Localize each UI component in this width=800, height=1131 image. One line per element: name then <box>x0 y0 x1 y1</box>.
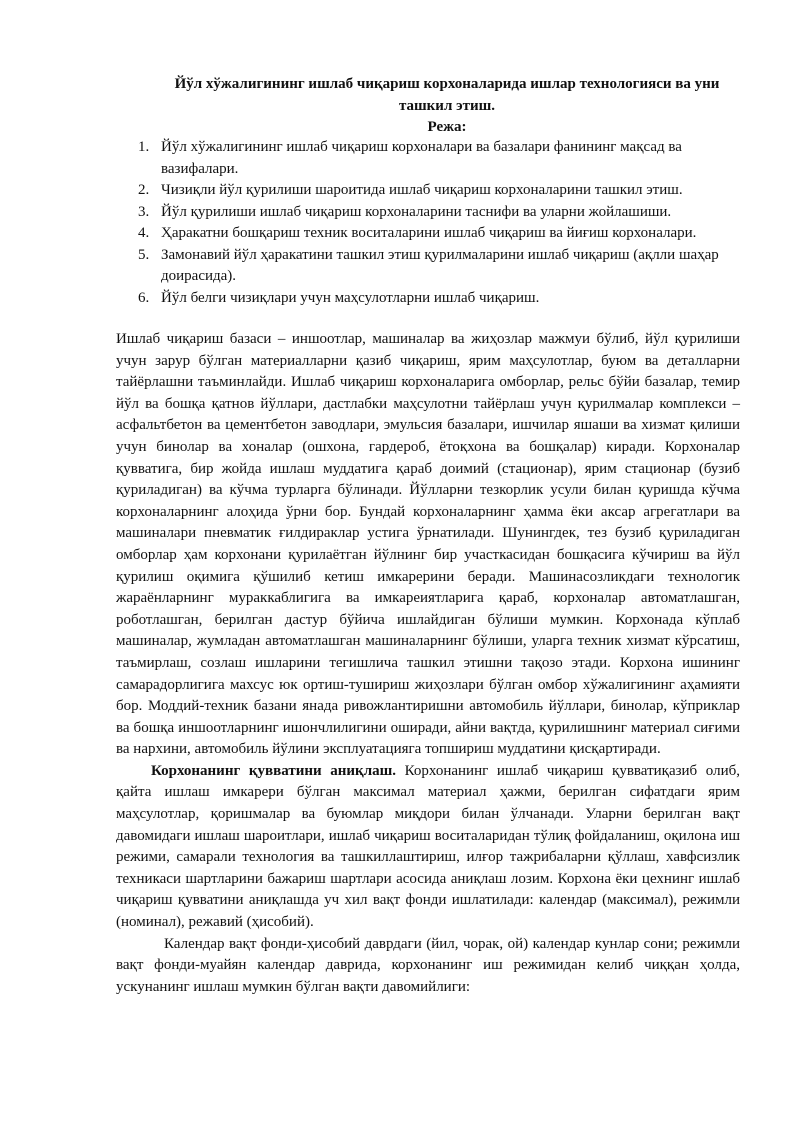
plan-item-number: 1. <box>138 139 150 155</box>
plan-list <box>116 137 740 309</box>
plan-item-number: 5. <box>138 246 150 263</box>
plan-item-text: Йўл қурилиши ишлаб чиқариш корхоналарини таснифи ва уларни жойлашиши. <box>161 203 672 220</box>
plan-item-text: Чизиқли йўл қурилиши шароитида ишлаб чиқариш корхоналарини ташкил этиш. <box>161 182 683 198</box>
plan-item-number: 2. <box>138 182 150 198</box>
paragraph-heading-capacity: Корхонанинг қувватини аниқлаш. <box>151 762 397 779</box>
plan-item <box>116 137 740 180</box>
plan-item-text: Йўл хўжалигининг ишлаб чиқариш корхоналари ва базалари фанининг мақсад ва вазифалари. <box>161 139 682 177</box>
paragraph-capacity <box>116 761 740 934</box>
plan-item-text: Ҳаракатни бошқариш техник воситаларини ишлаб чиқариш ва йиғиш корхоналари. <box>161 225 697 241</box>
plan-item-text: Йўл белги чизиқлари учун маҳсулотларни ишлаб чиқариш. <box>161 289 540 306</box>
plan-item <box>116 180 740 202</box>
plan-label: Режа: <box>427 119 467 135</box>
plan-item-number: 3. <box>138 203 150 220</box>
plan-item-number: 4. <box>138 225 150 241</box>
plan-item <box>116 202 740 224</box>
plan-item <box>116 288 740 310</box>
paragraph-time-fund: Календар вақт фонди-ҳисобий даврдаги (йил, чорак, ой) календар кунлар сони; режимли вақт фонди-муайян календар даврида, корхонанинг иш режимидан келиб чиққан ҳолда, ускунанинг ишлаш мумкин бўлган вақти давомийлиги: <box>116 935 740 995</box>
plan-item <box>116 245 740 288</box>
plan-item <box>116 223 740 245</box>
section-spacer <box>116 309 740 329</box>
document-title: Йўл хўжалигининг ишлаб чиқариш корхоналарида ишлар технологияси ва уни ташкил этиш. <box>174 76 720 114</box>
plan-item-number: 6. <box>138 289 150 306</box>
plan-item-text: Замонавий йўл ҳаракатини ташкил этиш қурилмаларини ишлаб чиқариш (ақлли шаҳар доирасида). <box>161 246 719 284</box>
paragraph-capacity-text: Корхонанинг ишлаб чиқариш қувватиқазиб олиб, қайта ишлаш имкарери бўлган максимал материал ҳажми, берилган сифатдаги ярим маҳсулотлар, қоришмалар ва буюмлар миқдори билан ўлчанади. Уларни берилган вақт давомидаги ишлаш шароитлари, ишлаб чиқариш воситаларидан тўлиқ фойдаланиш, оқилона иш режими, самарали технология ва ташкиллаштириш, илғор тажрибаларни қўллаш, хавфсизлик техникаси шартларини бажариш шартлари асосида аниқлаш лозим. Корхона ёки цехнинг ишлаб чиқариш қувватини аниқлашда уч хил вақт фонди ишлатилади: календар (максимал), режимли (номинал), режавий (ҳисобий). <box>116 762 740 931</box>
document-page <box>116 74 740 998</box>
paragraph-production-base: Ишлаб чиқариш базаси – иншоотлар, машиналар ва жиҳозлар мажмуи бўлиб, йўл қурилиши учун зарур бўлган материалларни қазиб чиқариш, ярим маҳсулотлар, буюм ва деталларни тайёрлашни таъминлайди. Ишлаб чиқариш корхоналарига омборлар, рельс бўйи базалар, темир йўл ва бошқа қатнов йўллари, дастлабки маҳсулотни тайёрлаш учун қурилмалар комплекси – асфальтбетон ва цементбетон заводлари, эмульсия базалари, ишчилар яшаши ва хизмат қилиши учун бинолар ва хоналар (ошхона, гардероб, ётоқхона ва бошқалар) киради. Корхоналар қувватига, бир жойда ишлаш муддатига қараб доимий (стационар), ярим стационар (бузиб қуриладиган) ва кўчма турларга бўлинади. Йўлларни тезкорлик усули билан қуришда кўчма корхоналарнинг алоҳида ўрни бор. Бундай корхоналарнинг ҳамма ёки аксар агрегатлари ва машиналари пневматик ғилдираклар устига ўрнатилади. Шунингдек, тез бузиб қуриладиган омборлар ҳам корхонани қурилаётган йўлнинг бир участкасидан бошқасига кўчириш ва йўл қурилиш оқимига қўшилиб кетиш имкарерини беради. Машинасозликдаги технологик жараёнларнинг мураккаблигига ва имкареиятларига қараб, корхоналар автоматлашган, роботлашган, берилган дастур бўйича ишлайдиган бўлиши мумкин. Корхонада кўплаб машиналар, жумладан автоматлашган машиналарнинг бўлиши, уларга техник хизмат кўрсатиш, таъмирлаш, созлаш ишларини тегишлича ташкил этишни тақозо этади. Корхона ишининг самарадорлигига махсус юк ортиш-тушириш жиҳозлари бўлган омбор хўжалигининг аҳамияти бор. Моддий-техник базани янада ривожлантиришни автомобиль йўллари, бинолар, кўприклар ва бошқа иншоотларнинг ишончлилигини оширади, айни вақтда, қурилишнинг материал сиғими ва нархини, автомобиль йўлини эксплуатацияга топшириш муддатини қисқартиради. <box>116 331 740 758</box>
